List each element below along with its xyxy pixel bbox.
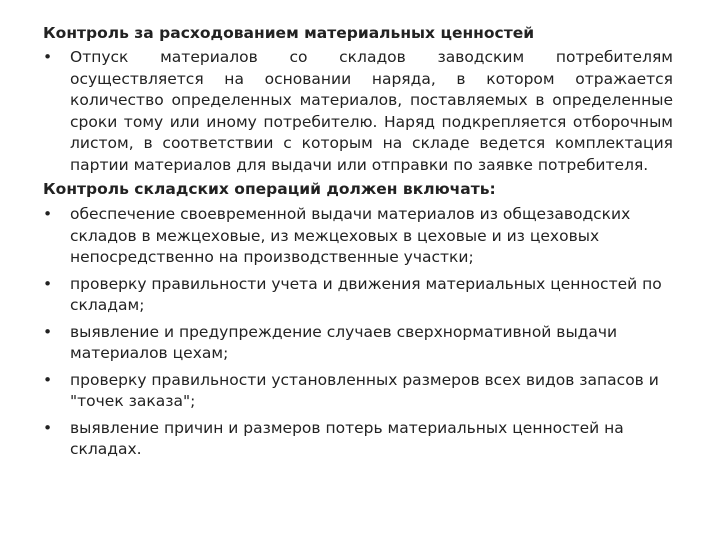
- list-item: [43, 204, 673, 269]
- list-item-text: обеспечение своевременной выдачи материалов из общезаводских складов в межцеховые, из межцеховых в цеховые и из цеховых непосредственно на производственные участки;: [70, 205, 631, 266]
- bullet-icon: •: [43, 418, 53, 437]
- list-item-text: выявление причин и размеров потерь материальных ценностей на складах.: [70, 418, 624, 458]
- bullet-icon: •: [43, 48, 53, 66]
- warehouse-operations-list: [43, 204, 673, 461]
- bullet-icon: •: [43, 322, 53, 341]
- material-control-list: [43, 47, 673, 176]
- slide-content: [43, 22, 673, 461]
- bullet-icon: •: [43, 205, 53, 223]
- list-item-text: проверку правильности учета и движения материальных ценностей по складам;: [70, 274, 662, 314]
- list-item: [43, 418, 673, 461]
- section-title-warehouse-operations: Контроль складских операций должен включать:: [43, 180, 496, 198]
- list-item: [43, 322, 673, 365]
- list-item: [43, 274, 673, 317]
- list-item: [43, 47, 673, 176]
- section-title-material-control: Контроль за расходованием материальных ценностей: [43, 24, 535, 42]
- bullet-icon: •: [43, 370, 53, 389]
- list-item-text: проверку правильности установленных размеров всех видов запасов и "точек заказа";: [70, 370, 659, 410]
- list-item: [43, 370, 673, 413]
- bullet-icon: •: [43, 274, 53, 293]
- list-item-text: Отпуск материалов со складов заводским потребителям осуществляется на основании наряда, в котором отражается количество определенных материалов, поставляемых в определенные сроки тому или иному потребителю. Наряд подкрепляется отборочным листом, в соответствии с которым на складе ведется комплектация партии материалов для выдачи или отправки по заявке потребителя.: [70, 48, 673, 174]
- list-item-text: выявление и предупреждение случаев сверхнормативной выдачи материалов цехам;: [70, 322, 618, 362]
